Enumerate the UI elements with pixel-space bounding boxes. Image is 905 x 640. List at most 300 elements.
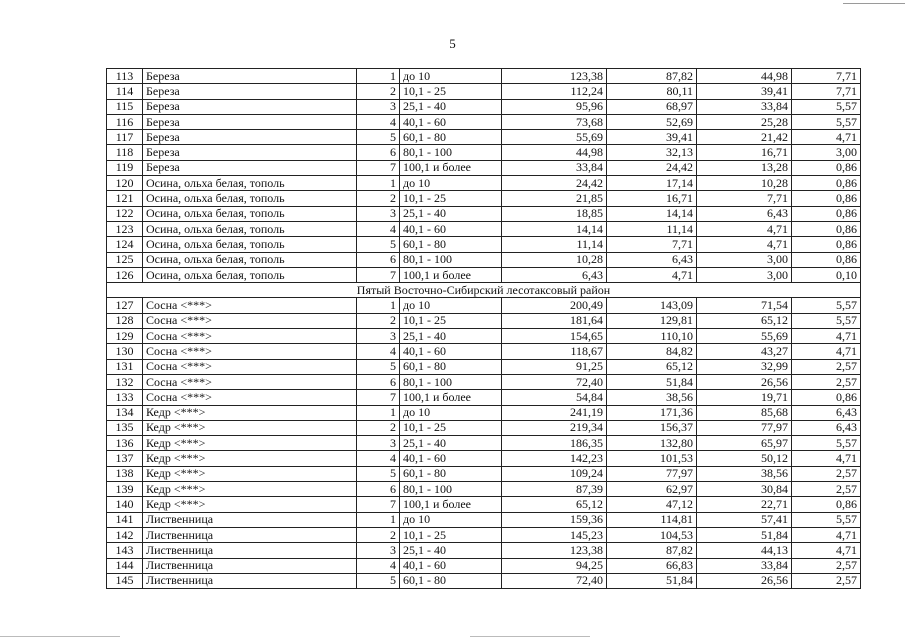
diameter-range-cell: 100,1 и более	[400, 390, 502, 405]
species-name-cell: Береза	[143, 145, 357, 160]
rate-firewood-cell: 4,71	[792, 344, 861, 359]
row-number-cell: 120	[107, 176, 143, 191]
table-row	[107, 359, 861, 374]
rate-firewood-cell: 4,71	[792, 451, 861, 466]
row-number-cell: 121	[107, 191, 143, 206]
rate-small-cell: 7,71	[697, 191, 792, 206]
diameter-range-cell: 40,1 - 60	[400, 451, 502, 466]
species-name-cell: Кедр <***>	[143, 436, 357, 451]
rate-medium-cell: 129,81	[607, 313, 697, 328]
row-number-cell: 141	[107, 512, 143, 527]
species-name-cell: Кедр <***>	[143, 420, 357, 435]
diameter-range-cell: до 10	[400, 69, 502, 84]
rate-large-cell: 24,42	[502, 176, 607, 191]
table-row	[107, 497, 861, 512]
row-number-cell: 145	[107, 573, 143, 588]
rate-small-cell: 85,68	[697, 405, 792, 420]
diameter-category-cell: 6	[357, 252, 400, 267]
table-row	[107, 451, 861, 466]
diameter-range-cell: 40,1 - 60	[400, 344, 502, 359]
diameter-category-cell: 5	[357, 130, 400, 145]
species-name-cell: Кедр <***>	[143, 466, 357, 481]
page-number: 5	[449, 36, 456, 51]
section-title: Пятый Восточно-Сибирский лесотаксовый район	[107, 283, 861, 298]
rate-firewood-cell: 0,10	[792, 267, 861, 282]
diameter-range-cell: 60,1 - 80	[400, 130, 502, 145]
rate-firewood-cell: 5,57	[792, 436, 861, 451]
diameter-range-cell: 100,1 и более	[400, 267, 502, 282]
rate-firewood-cell: 6,43	[792, 420, 861, 435]
row-number-cell: 137	[107, 451, 143, 466]
rate-large-cell: 87,39	[502, 482, 607, 497]
rate-medium-cell: 51,84	[607, 374, 697, 389]
table-row	[107, 237, 861, 252]
species-name-cell: Осина, ольха белая, тополь	[143, 252, 357, 267]
rate-firewood-cell: 0,86	[792, 497, 861, 512]
diameter-category-cell: 3	[357, 436, 400, 451]
diameter-category-cell: 1	[357, 512, 400, 527]
diameter-range-cell: 60,1 - 80	[400, 573, 502, 588]
table-row	[107, 114, 861, 129]
rate-large-cell: 73,68	[502, 114, 607, 129]
rate-medium-cell: 132,80	[607, 436, 697, 451]
table-row	[107, 206, 861, 221]
rate-large-cell: 14,14	[502, 221, 607, 236]
species-name-cell: Береза	[143, 114, 357, 129]
table-row	[107, 84, 861, 99]
rate-medium-cell: 62,97	[607, 482, 697, 497]
rate-large-cell: 72,40	[502, 374, 607, 389]
rate-small-cell: 13,28	[697, 160, 792, 175]
diameter-category-cell: 7	[357, 497, 400, 512]
table-row	[107, 99, 861, 114]
table-row	[107, 344, 861, 359]
rate-small-cell: 65,97	[697, 436, 792, 451]
diameter-range-cell: 100,1 и более	[400, 497, 502, 512]
species-name-cell: Сосна <***>	[143, 313, 357, 328]
table-row	[107, 558, 861, 573]
rate-large-cell: 109,24	[502, 466, 607, 481]
table-row	[107, 176, 861, 191]
species-name-cell: Кедр <***>	[143, 497, 357, 512]
rate-firewood-cell: 7,71	[792, 84, 861, 99]
table-row	[107, 313, 861, 328]
rate-firewood-cell: 5,57	[792, 512, 861, 527]
rate-firewood-cell: 0,86	[792, 206, 861, 221]
rate-firewood-cell: 5,57	[792, 114, 861, 129]
rate-small-cell: 32,99	[697, 359, 792, 374]
row-number-cell: 114	[107, 84, 143, 99]
diameter-range-cell: до 10	[400, 176, 502, 191]
rate-firewood-cell: 5,57	[792, 298, 861, 313]
row-number-cell: 119	[107, 160, 143, 175]
rate-large-cell: 123,38	[502, 543, 607, 558]
diameter-category-cell: 2	[357, 84, 400, 99]
rate-small-cell: 22,71	[697, 497, 792, 512]
diameter-category-cell: 3	[357, 329, 400, 344]
rate-medium-cell: 156,37	[607, 420, 697, 435]
species-name-cell: Береза	[143, 99, 357, 114]
table-row	[107, 527, 861, 542]
rate-medium-cell: 114,81	[607, 512, 697, 527]
row-number-cell: 117	[107, 130, 143, 145]
rate-small-cell: 44,13	[697, 543, 792, 558]
rate-medium-cell: 17,14	[607, 176, 697, 191]
diameter-range-cell: до 10	[400, 512, 502, 527]
row-number-cell: 133	[107, 390, 143, 405]
species-name-cell: Сосна <***>	[143, 374, 357, 389]
diameter-category-cell: 5	[357, 237, 400, 252]
table-row	[107, 160, 861, 175]
rate-medium-cell: 38,56	[607, 390, 697, 405]
row-number-cell: 124	[107, 237, 143, 252]
diameter-category-cell: 5	[357, 359, 400, 374]
diameter-range-cell: 40,1 - 60	[400, 221, 502, 236]
diameter-category-cell: 7	[357, 160, 400, 175]
rate-medium-cell: 171,36	[607, 405, 697, 420]
diameter-range-cell: 80,1 - 100	[400, 374, 502, 389]
diameter-category-cell: 1	[357, 405, 400, 420]
diameter-category-cell: 2	[357, 313, 400, 328]
row-number-cell: 134	[107, 405, 143, 420]
species-name-cell: Осина, ольха белая, тополь	[143, 206, 357, 221]
rate-large-cell: 94,25	[502, 558, 607, 573]
table-row	[107, 252, 861, 267]
diameter-range-cell: 80,1 - 100	[400, 145, 502, 160]
rate-small-cell: 38,56	[697, 466, 792, 481]
rate-small-cell: 3,00	[697, 252, 792, 267]
rate-medium-cell: 143,09	[607, 298, 697, 313]
diameter-category-cell: 5	[357, 466, 400, 481]
rate-firewood-cell: 4,71	[792, 329, 861, 344]
rate-large-cell: 219,34	[502, 420, 607, 435]
rate-large-cell: 186,35	[502, 436, 607, 451]
diameter-category-cell: 1	[357, 69, 400, 84]
diameter-category-cell: 7	[357, 267, 400, 282]
rate-small-cell: 4,71	[697, 237, 792, 252]
rate-firewood-cell: 2,57	[792, 573, 861, 588]
scan-edge-line-top	[843, 3, 905, 4]
species-name-cell: Сосна <***>	[143, 298, 357, 313]
rate-small-cell: 25,28	[697, 114, 792, 129]
rate-small-cell: 3,00	[697, 267, 792, 282]
diameter-range-cell: 25,1 - 40	[400, 543, 502, 558]
rate-firewood-cell: 2,57	[792, 466, 861, 481]
rate-large-cell: 118,67	[502, 344, 607, 359]
rate-large-cell: 21,85	[502, 191, 607, 206]
table-row	[107, 466, 861, 481]
diameter-category-cell: 2	[357, 527, 400, 542]
table-row	[107, 512, 861, 527]
diameter-range-cell: 60,1 - 80	[400, 237, 502, 252]
row-number-cell: 127	[107, 298, 143, 313]
row-number-cell: 122	[107, 206, 143, 221]
timber-rates-table	[106, 68, 861, 589]
rate-medium-cell: 80,11	[607, 84, 697, 99]
table-row	[107, 298, 861, 313]
rate-firewood-cell: 0,86	[792, 191, 861, 206]
diameter-range-cell: 25,1 - 40	[400, 206, 502, 221]
table-row	[107, 405, 861, 420]
rate-medium-cell: 104,53	[607, 527, 697, 542]
species-name-cell: Лиственница	[143, 573, 357, 588]
row-number-cell: 143	[107, 543, 143, 558]
table-row	[107, 221, 861, 236]
rate-large-cell: 123,38	[502, 69, 607, 84]
rate-firewood-cell: 0,86	[792, 176, 861, 191]
diameter-category-cell: 6	[357, 482, 400, 497]
diameter-category-cell: 4	[357, 558, 400, 573]
row-number-cell: 138	[107, 466, 143, 481]
table-row	[107, 145, 861, 160]
rate-small-cell: 26,56	[697, 374, 792, 389]
row-number-cell: 135	[107, 420, 143, 435]
rate-small-cell: 16,71	[697, 145, 792, 160]
rate-medium-cell: 52,69	[607, 114, 697, 129]
rate-medium-cell: 6,43	[607, 252, 697, 267]
table-row	[107, 191, 861, 206]
row-number-cell: 118	[107, 145, 143, 160]
species-name-cell: Кедр <***>	[143, 451, 357, 466]
species-name-cell: Сосна <***>	[143, 359, 357, 374]
diameter-range-cell: 25,1 - 40	[400, 99, 502, 114]
row-number-cell: 142	[107, 527, 143, 542]
rate-medium-cell: 11,14	[607, 221, 697, 236]
row-number-cell: 139	[107, 482, 143, 497]
row-number-cell: 126	[107, 267, 143, 282]
rate-small-cell: 30,84	[697, 482, 792, 497]
rate-small-cell: 57,41	[697, 512, 792, 527]
rate-small-cell: 6,43	[697, 206, 792, 221]
rate-small-cell: 4,71	[697, 221, 792, 236]
rate-small-cell: 10,28	[697, 176, 792, 191]
row-number-cell: 125	[107, 252, 143, 267]
row-number-cell: 144	[107, 558, 143, 573]
rate-small-cell: 55,69	[697, 329, 792, 344]
rate-large-cell: 241,19	[502, 405, 607, 420]
rate-large-cell: 10,28	[502, 252, 607, 267]
rate-large-cell: 33,84	[502, 160, 607, 175]
species-name-cell: Осина, ольха белая, тополь	[143, 176, 357, 191]
row-number-cell: 136	[107, 436, 143, 451]
rate-small-cell: 51,84	[697, 527, 792, 542]
rate-medium-cell: 110,10	[607, 329, 697, 344]
diameter-range-cell: 40,1 - 60	[400, 558, 502, 573]
rate-firewood-cell: 2,57	[792, 482, 861, 497]
row-number-cell: 130	[107, 344, 143, 359]
species-name-cell: Сосна <***>	[143, 344, 357, 359]
rate-firewood-cell: 2,57	[792, 558, 861, 573]
diameter-range-cell: 60,1 - 80	[400, 359, 502, 374]
diameter-range-cell: 10,1 - 25	[400, 191, 502, 206]
rate-medium-cell: 84,82	[607, 344, 697, 359]
rate-large-cell: 18,85	[502, 206, 607, 221]
scan-edge-line-bottom-right	[470, 636, 590, 637]
table-row	[107, 329, 861, 344]
rate-firewood-cell: 0,86	[792, 390, 861, 405]
species-name-cell: Лиственница	[143, 527, 357, 542]
section-header-row	[107, 283, 861, 298]
rate-large-cell: 200,49	[502, 298, 607, 313]
row-number-cell: 131	[107, 359, 143, 374]
rate-small-cell: 71,54	[697, 298, 792, 313]
table-row	[107, 543, 861, 558]
diameter-category-cell: 4	[357, 221, 400, 236]
diameter-range-cell: 10,1 - 25	[400, 313, 502, 328]
rate-firewood-cell: 7,71	[792, 69, 861, 84]
rate-large-cell: 112,24	[502, 84, 607, 99]
table-body-part-1	[107, 69, 861, 283]
diameter-category-cell: 7	[357, 390, 400, 405]
rate-large-cell: 95,96	[502, 99, 607, 114]
rate-medium-cell: 16,71	[607, 191, 697, 206]
rate-large-cell: 72,40	[502, 573, 607, 588]
rate-firewood-cell: 0,86	[792, 221, 861, 236]
rate-firewood-cell: 2,57	[792, 374, 861, 389]
diameter-range-cell: 25,1 - 40	[400, 329, 502, 344]
rate-large-cell: 65,12	[502, 497, 607, 512]
rate-medium-cell: 87,82	[607, 543, 697, 558]
diameter-range-cell: 80,1 - 100	[400, 482, 502, 497]
table-row	[107, 436, 861, 451]
diameter-category-cell: 4	[357, 344, 400, 359]
rate-medium-cell: 39,41	[607, 130, 697, 145]
scan-edge-line-bottom-left	[0, 636, 120, 637]
rate-large-cell: 55,69	[502, 130, 607, 145]
species-name-cell: Лиственница	[143, 558, 357, 573]
rate-medium-cell: 7,71	[607, 237, 697, 252]
species-name-cell: Осина, ольха белая, тополь	[143, 191, 357, 206]
table-row	[107, 420, 861, 435]
rate-large-cell: 54,84	[502, 390, 607, 405]
species-name-cell: Лиственница	[143, 543, 357, 558]
rate-medium-cell: 47,12	[607, 497, 697, 512]
rate-firewood-cell: 0,86	[792, 160, 861, 175]
rate-medium-cell: 68,97	[607, 99, 697, 114]
row-number-cell: 123	[107, 221, 143, 236]
species-name-cell: Осина, ольха белая, тополь	[143, 237, 357, 252]
table-row	[107, 390, 861, 405]
rate-medium-cell: 65,12	[607, 359, 697, 374]
diameter-category-cell: 1	[357, 298, 400, 313]
rate-small-cell: 26,56	[697, 573, 792, 588]
diameter-category-cell: 1	[357, 176, 400, 191]
rate-small-cell: 33,84	[697, 99, 792, 114]
row-number-cell: 129	[107, 329, 143, 344]
species-name-cell: Сосна <***>	[143, 390, 357, 405]
diameter-range-cell: 10,1 - 25	[400, 420, 502, 435]
species-name-cell: Осина, ольха белая, тополь	[143, 221, 357, 236]
species-name-cell: Береза	[143, 84, 357, 99]
diameter-range-cell: до 10	[400, 298, 502, 313]
table-row	[107, 267, 861, 282]
rate-medium-cell: 101,53	[607, 451, 697, 466]
rate-firewood-cell: 3,00	[792, 145, 861, 160]
species-name-cell: Сосна <***>	[143, 329, 357, 344]
diameter-category-cell: 3	[357, 206, 400, 221]
rate-large-cell: 159,36	[502, 512, 607, 527]
row-number-cell: 140	[107, 497, 143, 512]
table-row	[107, 69, 861, 84]
species-name-cell: Осина, ольха белая, тополь	[143, 267, 357, 282]
rate-large-cell: 142,23	[502, 451, 607, 466]
rate-firewood-cell: 6,43	[792, 405, 861, 420]
rate-large-cell: 11,14	[502, 237, 607, 252]
species-name-cell: Береза	[143, 69, 357, 84]
species-name-cell: Кедр <***>	[143, 482, 357, 497]
rate-medium-cell: 77,97	[607, 466, 697, 481]
diameter-category-cell: 4	[357, 114, 400, 129]
rate-large-cell: 145,23	[502, 527, 607, 542]
rate-medium-cell: 4,71	[607, 267, 697, 282]
rate-medium-cell: 14,14	[607, 206, 697, 221]
rate-small-cell: 77,97	[697, 420, 792, 435]
rate-firewood-cell: 4,71	[792, 527, 861, 542]
diameter-category-cell: 4	[357, 451, 400, 466]
species-name-cell: Береза	[143, 130, 357, 145]
table-row	[107, 374, 861, 389]
diameter-category-cell: 2	[357, 191, 400, 206]
row-number-cell: 115	[107, 99, 143, 114]
diameter-range-cell: 10,1 - 25	[400, 527, 502, 542]
diameter-range-cell: 100,1 и более	[400, 160, 502, 175]
rate-medium-cell: 66,83	[607, 558, 697, 573]
diameter-category-cell: 6	[357, 145, 400, 160]
rate-firewood-cell: 5,57	[792, 313, 861, 328]
species-name-cell: Береза	[143, 160, 357, 175]
diameter-range-cell: 25,1 - 40	[400, 436, 502, 451]
rate-small-cell: 44,98	[697, 69, 792, 84]
rate-small-cell: 33,84	[697, 558, 792, 573]
diameter-category-cell: 6	[357, 374, 400, 389]
rate-large-cell: 154,65	[502, 329, 607, 344]
rate-small-cell: 43,27	[697, 344, 792, 359]
diameter-category-cell: 5	[357, 573, 400, 588]
rate-firewood-cell: 4,71	[792, 543, 861, 558]
table-row	[107, 130, 861, 145]
diameter-range-cell: до 10	[400, 405, 502, 420]
table-body-part-2	[107, 298, 861, 589]
rate-medium-cell: 24,42	[607, 160, 697, 175]
rate-small-cell: 39,41	[697, 84, 792, 99]
rate-medium-cell: 51,84	[607, 573, 697, 588]
rate-firewood-cell: 0,86	[792, 237, 861, 252]
diameter-category-cell: 3	[357, 543, 400, 558]
rate-small-cell: 50,12	[697, 451, 792, 466]
rate-medium-cell: 32,13	[607, 145, 697, 160]
rate-firewood-cell: 5,57	[792, 99, 861, 114]
rate-firewood-cell: 2,57	[792, 359, 861, 374]
rate-large-cell: 181,64	[502, 313, 607, 328]
row-number-cell: 113	[107, 69, 143, 84]
rate-large-cell: 91,25	[502, 359, 607, 374]
diameter-category-cell: 3	[357, 99, 400, 114]
diameter-range-cell: 10,1 - 25	[400, 84, 502, 99]
table-row	[107, 482, 861, 497]
rate-large-cell: 44,98	[502, 145, 607, 160]
table-row	[107, 573, 861, 588]
rate-small-cell: 19,71	[697, 390, 792, 405]
rate-medium-cell: 87,82	[607, 69, 697, 84]
rate-small-cell: 21,42	[697, 130, 792, 145]
species-name-cell: Кедр <***>	[143, 405, 357, 420]
rate-firewood-cell: 4,71	[792, 130, 861, 145]
row-number-cell: 128	[107, 313, 143, 328]
diameter-range-cell: 80,1 - 100	[400, 252, 502, 267]
row-number-cell: 132	[107, 374, 143, 389]
diameter-category-cell: 2	[357, 420, 400, 435]
diameter-range-cell: 40,1 - 60	[400, 114, 502, 129]
